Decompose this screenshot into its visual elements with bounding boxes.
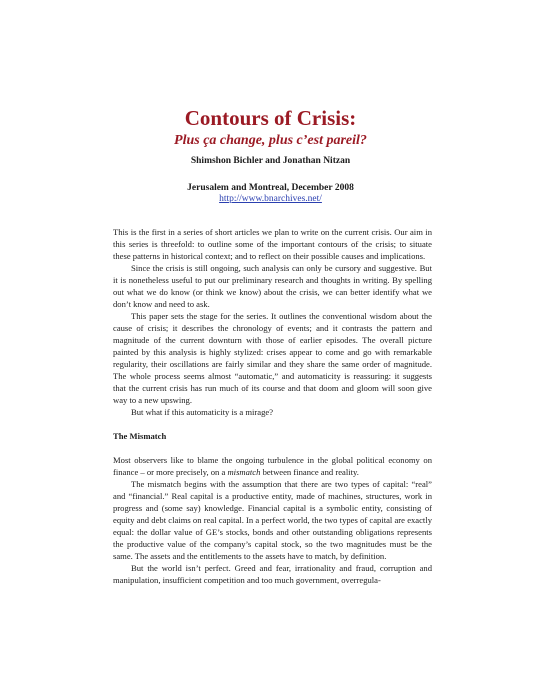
intro-paragraph-2: Since the crisis is still ongoing, such analysis can only be cursory and suggestive. But it is nonetheless useful to put our preliminary research and thoughts in writing. By spelling out what we do know (or think we know) about the crisis, we can better identify what we don’t know and need to ask. (113, 263, 432, 309)
body-text (113, 226, 432, 586)
paper-title: Contours of Crisis: (184, 106, 357, 130)
url-line (0, 193, 541, 205)
section-paragraph-1-end: between finance and reality. (260, 467, 359, 477)
intro-paragraph-3: This paper sets the stage for the series. It outlines the conventional wisdom about the cause of crisis; it describes the chronology of events; and it contrasts the pattern and magnitude of the current downturn with those of earlier episodes. The overall picture painted by this analysis is highly stylized: crises appear to come and go with remarkable regularity, their oscillations are fairly similar and they share the same order of magnitude. The whole process seems almost “automatic,” and automaticity is reassuring: it suggests that the current crisis has run much of its course and that doom and gloom will soon give way to a new upswing. (113, 311, 432, 405)
section-paragraph-3: But the world isn’t perfect. Greed and fear, irrationality and fraud, corruption and manipulation, insufficient competition and too much government, overregula- (113, 563, 432, 585)
archive-link[interactable]: http://www.bnarchives.net/ (219, 194, 322, 204)
section-heading: The Mismatch (113, 431, 167, 441)
intro-paragraph-4: But what if this automaticity is a mirage? (131, 407, 274, 417)
paper-subtitle: Plus ça change, plus c’est pareil? (174, 133, 367, 148)
place-date: Jerusalem and Montreal, December 2008 (187, 183, 354, 193)
section-paragraph-1 (113, 454, 432, 478)
paper-authors: Shimshon Bichler and Jonathan Nitzan (190, 156, 351, 166)
mismatch-emphasis: mismatch (227, 467, 261, 477)
section-paragraph-2: The mismatch begins with the assumption that there are two types of capital: “real” and “financial.” Real capital is a productive entity, made of machines, structures, work in progress and (some say) knowledge. Financial capital is a symbolic entity, consisting of equity and debt claims on real capital. In a perfect world, the two types of capital are exactly equal: the dollar value of GE’s stocks, bonds and other outstanding obligations represents the productive value of the company’s capital stock, so the two magnitudes must be the same. The assets and the entitlements to the assets have to match, by definition. (113, 479, 432, 561)
intro-paragraph-1: This is the first in a series of short articles we plan to write on the current crisis. Our aim in this series is threefold: to outline some of the important contours of the crisis; to situate these patterns in historical context; and to reflect on their possible causes and implications. (113, 227, 432, 261)
section-paragraph-1-start: Most observers like to blame the ongoing turbulence in the global political economy on finance – or more precisely, on a (113, 455, 432, 477)
